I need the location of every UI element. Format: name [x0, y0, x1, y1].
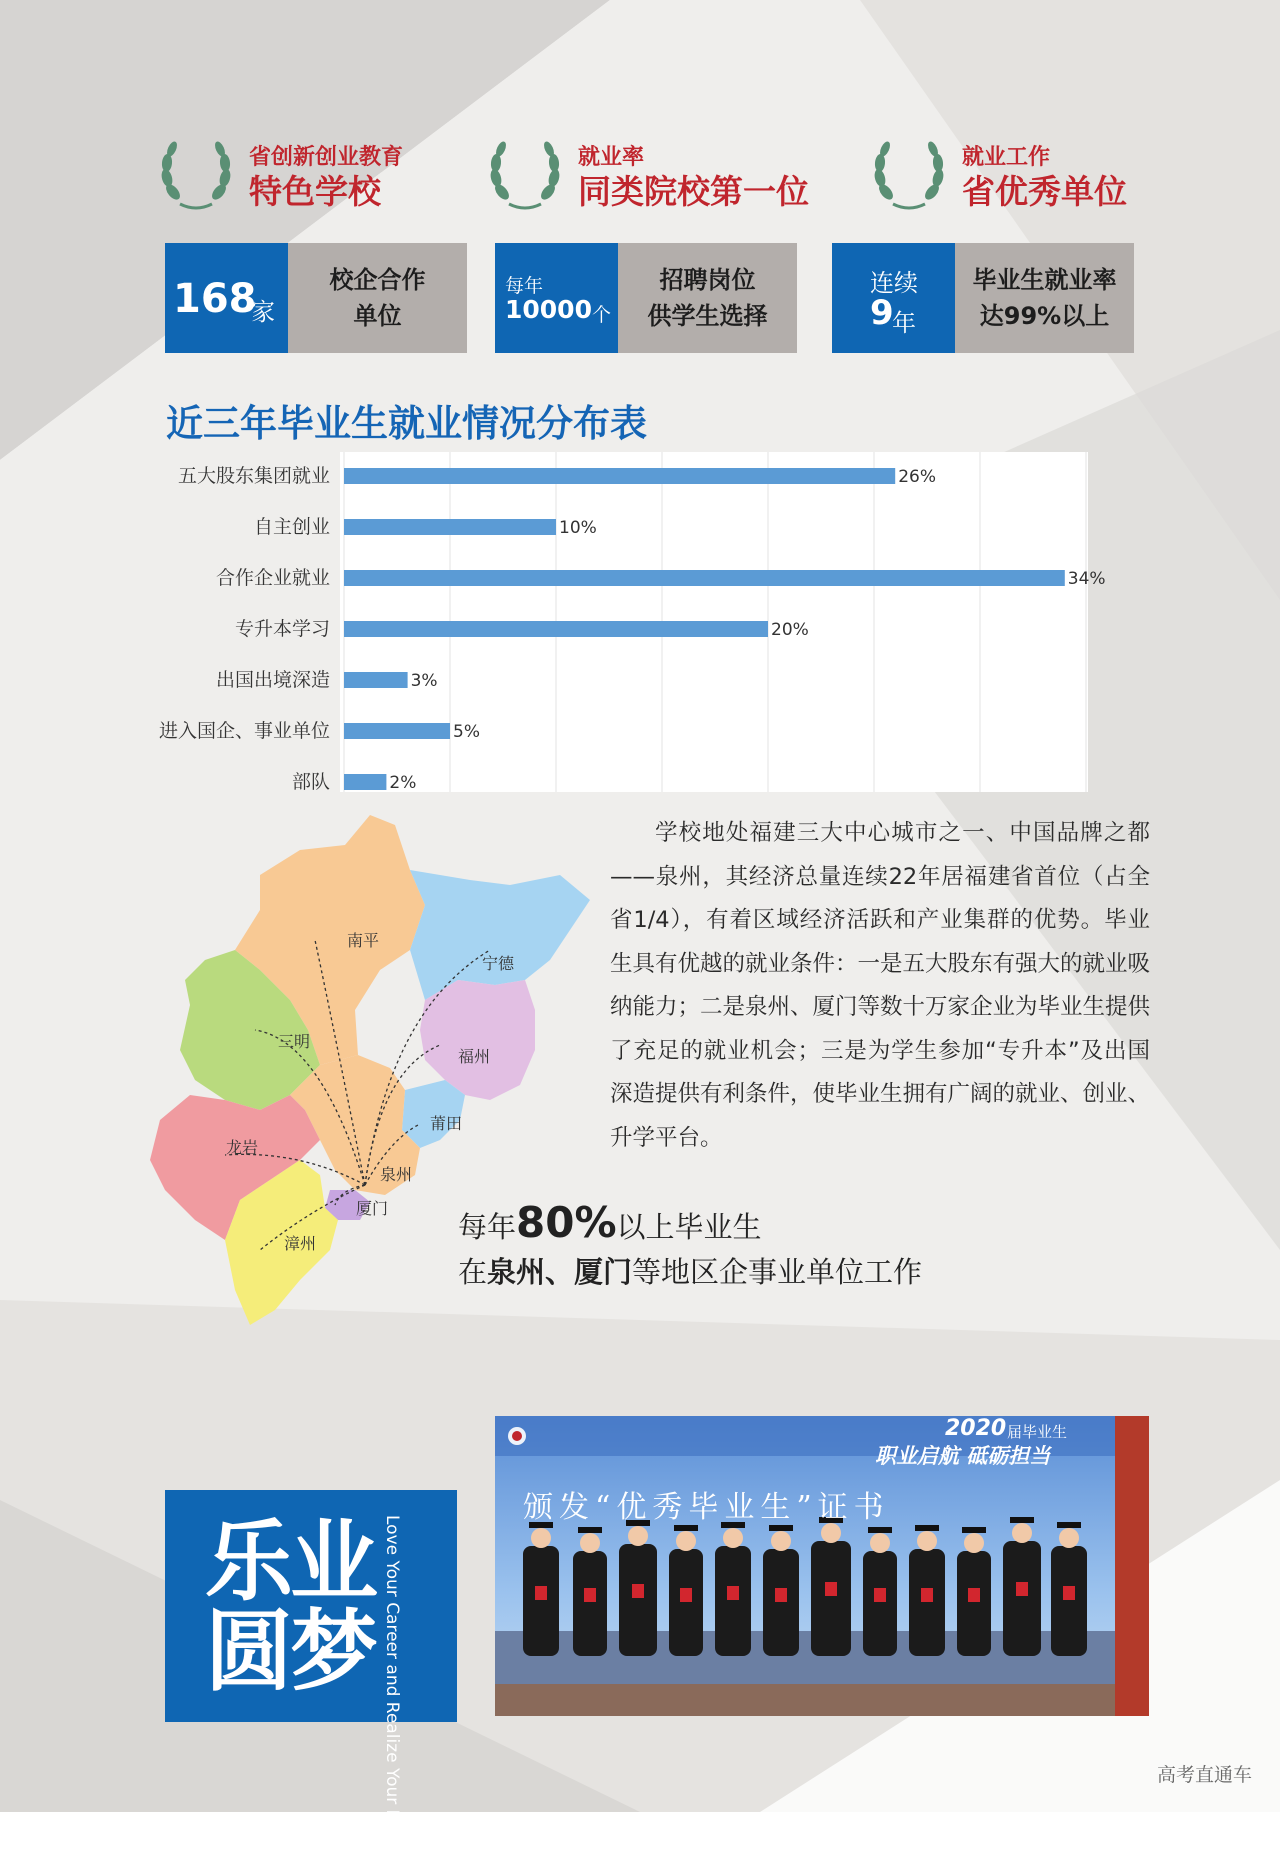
stat-number: 10000	[505, 295, 592, 324]
logo-char-3: 圆	[205, 1600, 294, 1703]
chart-value-label: 10%	[559, 518, 597, 538]
chart-bar	[344, 621, 768, 637]
chart-category-label: 专升本学习	[234, 618, 330, 640]
laurel-icon	[868, 130, 958, 214]
award-line1: 就业工作	[962, 144, 1051, 170]
employment-bar-chart	[0, 440, 1280, 800]
city-label-putian: 莆田	[430, 1114, 463, 1133]
city-label-sanming: 三明	[278, 1032, 311, 1051]
logo-en-line1: Love Your Career and	[382, 1515, 402, 1697]
stat-desc-line2: 达99%以上	[979, 302, 1110, 330]
chart-value-label: 2%	[389, 773, 417, 793]
award-line2: 特色学校	[249, 172, 381, 211]
logo-en-line2: Realize Your Dreams	[382, 1701, 402, 1876]
stat-job-positions	[495, 243, 797, 353]
logo-char-4: 梦	[290, 1600, 379, 1703]
city-label-xiamen: 厦门	[356, 1199, 389, 1218]
region-ningde	[410, 870, 590, 1000]
graduation-ceremony-photo	[495, 1416, 1149, 1716]
award-line2: 同类院校第一位	[578, 172, 809, 211]
laurel-icon	[155, 130, 245, 214]
ceremony-illustration	[495, 1416, 1149, 1716]
city-label-fuzhou: 福州	[458, 1047, 491, 1066]
chart-bar	[344, 468, 895, 484]
stat-unit: 年	[892, 309, 916, 337]
chart-category-label: 进入国企、事业单位	[158, 720, 330, 742]
award-line1: 就业率	[578, 144, 645, 170]
chart-bar	[344, 774, 386, 790]
logo-char-2: 业	[290, 1510, 379, 1613]
chart-category-label: 自主创业	[253, 516, 330, 538]
stat-unit: 家	[251, 298, 275, 326]
claim-line2-suffix: 等地区企事业单位工作	[632, 1255, 923, 1289]
stat-desc-line1: 毕业生就业率	[972, 266, 1117, 294]
laurel-icon	[484, 130, 574, 214]
chart-value-label: 34%	[1067, 569, 1106, 589]
city-label-longyan: 龙岩	[226, 1138, 259, 1157]
claim-suffix: 以上毕业生	[616, 1210, 762, 1244]
chart-category-label: 合作企业就业	[215, 567, 330, 589]
stat-number: 168	[173, 276, 257, 322]
chart-value-label: 26%	[898, 467, 936, 487]
award-line2: 省优秀单位	[962, 172, 1127, 211]
chart-value-label: 3%	[410, 671, 438, 691]
chart-category-label: 出国出境深造	[215, 669, 330, 691]
city-label-ningde: 宁德	[482, 954, 515, 973]
stat-desc-line1: 校企合作	[329, 266, 426, 294]
stat-desc-line2: 供学生选择	[647, 302, 768, 330]
chart-title: 近三年毕业生就业情况分布表	[166, 402, 647, 445]
claim-cities: 泉州、厦门	[487, 1255, 633, 1289]
stat-desc-line2: 单位	[353, 302, 402, 330]
logo-char-1: 乐	[205, 1510, 294, 1613]
stat-desc-line1: 招聘岗位	[659, 266, 756, 294]
chart-bar	[344, 519, 556, 535]
stat-prefix: 连续	[870, 269, 918, 297]
chart-value-label: 5%	[453, 722, 480, 742]
city-label-zhangzhou: 漳州	[284, 1234, 317, 1253]
chart-bar	[344, 570, 1065, 586]
claim-line2-prefix: 在	[458, 1255, 488, 1289]
city-label-quanzhou: 泉州	[380, 1165, 413, 1184]
stat-unit: 个	[592, 304, 612, 326]
award-line1: 省创新创业教育	[249, 144, 404, 170]
chart-value-label: 20%	[771, 620, 809, 640]
description-text: 学校地处福建三大中心城市之一、中国品牌之都——泉州，其经济总量连续22年居福建省首位（占全省1/4），有着区域经济活跃和产业集群的优势。毕业生具有优越的就业条件：一是五大股东有强大的就业吸纳能力；二是泉州、厦门等数十万家企业为毕业生提供了充足的就业机会；三是为学生参加“专升本”及出国深造提供有利条件，使毕业生拥有广阔的就业、创业、升学平台。	[610, 820, 1151, 1151]
banner-year: 2020	[945, 1416, 1007, 1441]
claim-line2	[458, 1250, 922, 1291]
stat-employment-years	[832, 243, 1134, 353]
claim-percent: 80%	[516, 1198, 617, 1247]
description-paragraph	[610, 812, 1150, 1160]
stat-partner-companies	[165, 243, 467, 353]
chart-bar	[344, 672, 408, 688]
chart-bar	[344, 723, 450, 739]
banner-small: 届毕业生	[1007, 1423, 1068, 1441]
source-watermark: 高考直通车	[1156, 1764, 1252, 1786]
chart-category-label: 五大股东集团就业	[177, 465, 330, 487]
claim-line1	[458, 1198, 762, 1247]
claim-prefix: 每年	[458, 1210, 517, 1244]
logo-english-slogan	[380, 1515, 404, 1876]
stat-number: 9	[870, 293, 894, 333]
banner-slogan: 职业启航 砥砺担当	[875, 1444, 1051, 1468]
ceremony-heading: 颁发“优秀毕业生”证书	[523, 1490, 890, 1525]
city-label-nanping: 南平	[347, 931, 380, 950]
chart-category-label: 部队	[291, 771, 330, 793]
stat-prefix: 每年	[505, 275, 544, 297]
